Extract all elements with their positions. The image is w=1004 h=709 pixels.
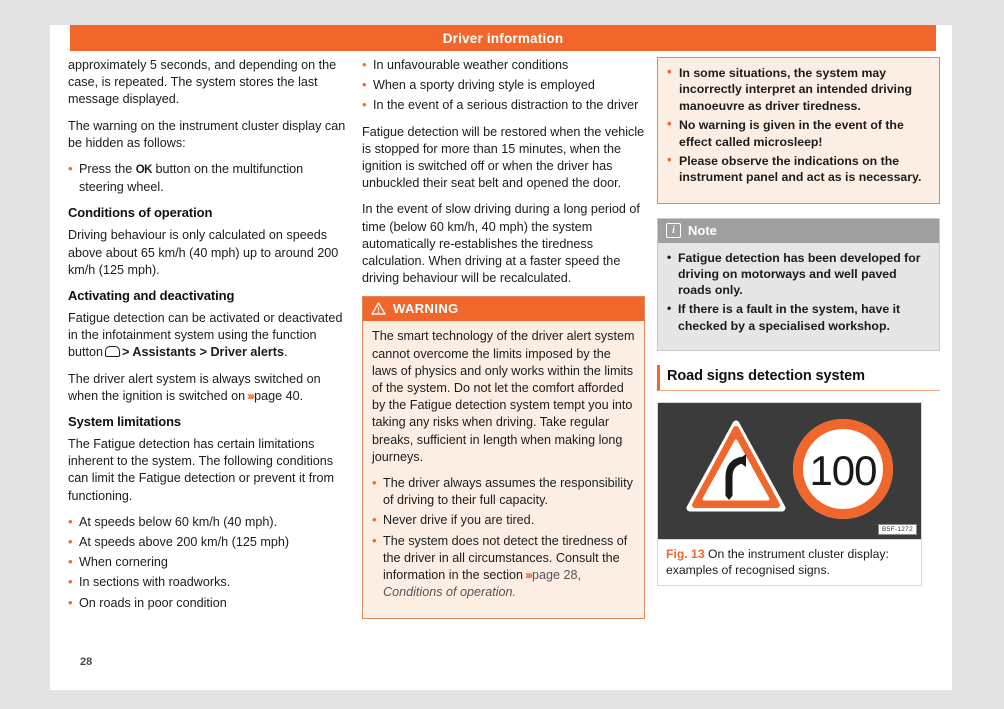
press-ok-suffix: button on the multifunction steering wheel. — [79, 162, 304, 195]
list-item: • If there is a fault in the system, have it checked by a specialised workshop. — [667, 301, 930, 333]
note-box-header — [658, 219, 939, 243]
menu-path: > Assistants > Driver alerts — [122, 345, 284, 360]
limitations-list — [68, 514, 351, 612]
warning-paragraph: The smart technology of the driver alert system cannot overcome the limits imposed by the laws of physics and only works within the limits of the system. Do not let the comfort afforded by the Fatigue detection system tempt you into taking any risks when driving. Take regular breaks, sufficient in length when making long journeys. — [372, 329, 635, 464]
list-item: • No warning is given in the event of the effect called microsleep! — [667, 117, 930, 150]
subheading-conditions-of-operation: Conditions of operation — [68, 205, 213, 221]
warning-ref-prefix: The system does not detect the tiredness of the driver in all circumstances. Consult the information in the section — [383, 533, 628, 583]
switched-on-prefix: The driver alert system is always switched on when the ignition is switched on — [68, 371, 321, 403]
section-title-label: Road signs detection system — [667, 367, 865, 384]
list-item: • Fatigue detection has been developed for driving on motorways and well paved roads only. — [667, 250, 930, 299]
hide-warning-list — [68, 161, 351, 196]
press-ok-prefix: Press the — [79, 162, 133, 177]
figure-number: Fig. 13 — [666, 546, 705, 561]
list-item: • In sections with roadworks. — [68, 574, 351, 591]
ok-button-glyph: OK — [135, 164, 152, 177]
list-item — [372, 533, 635, 602]
activation-suffix: . — [283, 345, 288, 360]
list-item — [68, 161, 351, 196]
note-box-title: Note — [688, 222, 717, 238]
list-item: • On roads in poor condition — [68, 595, 351, 612]
figure-image — [657, 402, 922, 540]
paragraph-limitations-intro: The Fatigue detection has certain limitations inherent to the system. The following conditions can limit the Fatigue detection or prevent it from functioning. — [68, 437, 334, 503]
list-item: • In some situations, the system may incorrectly interpret an intended driving manoeuvre as driver tiredness. — [667, 65, 930, 114]
paragraph-driving-behaviour: Driving behaviour is only calculated on speeds above about 65 km/h (40 mph) up to around 200 km/h (125 mph). — [68, 228, 339, 277]
paragraph-activation-path — [68, 310, 351, 362]
note-box-body — [658, 243, 939, 350]
column-middle — [362, 57, 645, 619]
page-number: 28 — [80, 656, 93, 668]
warning-box-body — [363, 321, 644, 618]
infotainment-button-icon — [105, 346, 120, 357]
paragraph-continuation: approximately 5 seconds, and depending on the case, is repeated. The system stores the last message displayed. — [68, 58, 337, 107]
activation-prefix: Fatigue detection can be activated or deactivated in the infotainment system using the function button — [68, 311, 343, 360]
figure-caption — [657, 540, 922, 586]
figure-caption-text: On the instrument cluster display: examples of recognised signs. — [666, 546, 889, 577]
svg-text:100: 100 — [809, 446, 877, 494]
list-item: • In unfavourable weather conditions — [362, 57, 645, 74]
warning-box-header — [363, 297, 644, 321]
switched-on-page-ref[interactable]: page 40. — [254, 388, 304, 403]
list-item: • Never drive if you are tired. — [372, 512, 635, 529]
page-header-bar — [70, 25, 936, 51]
column-left — [68, 57, 351, 621]
paragraph-always-switched-on — [68, 371, 351, 405]
info-icon: i — [666, 223, 681, 238]
warning-ref-section: Conditions of operation. — [383, 585, 517, 600]
figure-watermark: B5F-1272 — [878, 524, 917, 535]
paragraph-slow-driving: In the event of slow driving during a long period of time (below 60 km/h, 40 mph) the system automatically re-establishes the tiredness calculation. When driving at a faster speed the driving behaviour will be recalculated. — [362, 202, 640, 286]
alert-box — [657, 57, 940, 204]
list-item: • At speeds below 60 km/h (40 mph). — [68, 514, 351, 531]
subheading-system-limitations: System limitations — [68, 414, 182, 430]
warning-bullets — [372, 475, 635, 601]
list-item: • The driver always assumes the responsibility of driving to their full capacity. — [372, 475, 635, 509]
figure-road-signs — [657, 402, 922, 586]
cross-reference-arrow-icon: ››› — [247, 388, 254, 403]
warning-triangle-icon — [371, 302, 386, 315]
column-right — [657, 57, 940, 586]
manual-page — [50, 25, 952, 690]
note-box-list — [667, 250, 930, 334]
cross-reference-arrow-icon: ››› — [525, 568, 532, 583]
warning-page-ref[interactable]: page 28, — [532, 568, 582, 583]
note-box — [657, 218, 940, 351]
list-item: • At speeds above 200 km/h (125 mph) — [68, 534, 351, 551]
paragraph-warning-hide: The warning on the instrument cluster display can be hidden as follows: — [68, 118, 346, 150]
paragraph-restoration: Fatigue detection will be restored when the vehicle is stopped for more than 15 minutes, when the ignition is switched off or when the driver has unbuckled their seat belt and opened the door. — [362, 124, 645, 191]
section-title-road-signs — [657, 365, 940, 391]
alert-box-list — [667, 65, 930, 186]
page-columns — [50, 57, 952, 657]
warning-box — [362, 296, 645, 619]
page-header-title: Driver information — [442, 30, 564, 46]
subheading-activating-deactivating: Activating and deactivating — [68, 288, 235, 304]
list-item: • Please observe the indications on the instrument panel and act as is necessary. — [667, 153, 930, 186]
speed-limit-sign — [793, 419, 893, 519]
warning-box-title: WARNING — [393, 301, 459, 317]
list-item: • When a sporty driving style is employed — [362, 77, 645, 94]
list-item: • When cornering — [68, 554, 351, 571]
list-item: • In the event of a serious distraction to the driver — [362, 97, 645, 114]
conditions-list — [362, 57, 645, 115]
alert-box-body — [658, 58, 939, 203]
